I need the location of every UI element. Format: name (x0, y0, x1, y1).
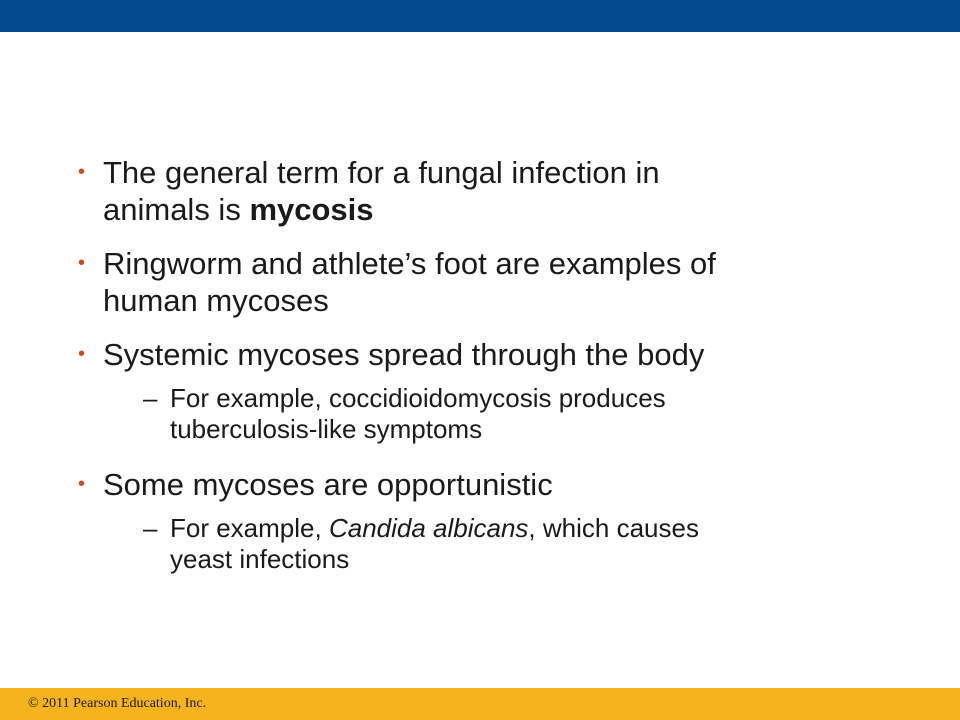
sub-bullet-item-3 (143, 383, 870, 445)
sub-bullet-text: , which causes (528, 513, 699, 543)
bullet-item-1 (78, 154, 883, 228)
sub-bullet-item-4 (143, 513, 870, 575)
sub-bullet-text-line: yeast infections (170, 544, 350, 574)
bullet-text: animals is (103, 192, 250, 227)
bullet-marker: • (78, 343, 86, 365)
bullet-item-4 (78, 466, 883, 503)
bullet-text-line (103, 191, 883, 228)
bold-term: mycosis (249, 192, 374, 227)
bullet-item-2 (78, 245, 883, 319)
copyright-notice: © 2011 Pearson Education, Inc. (28, 696, 207, 711)
bullet-marker: • (78, 252, 86, 274)
sub-bullet-text: For example, (170, 513, 329, 543)
sub-bullet-text-line (170, 513, 870, 544)
bullet-text-line: The general term for a fungal infection in (103, 155, 660, 190)
bullet-text-line: Ringworm and athlete’s foot are examples of (103, 246, 716, 281)
bullet-text-line: Systemic mycoses spread through the body (103, 337, 705, 372)
sub-bullet-text-line: tuberculosis-like symptoms (170, 414, 483, 444)
bullet-marker: • (78, 161, 86, 183)
sub-bullet-marker: – (143, 383, 158, 413)
bullet-marker: • (78, 473, 86, 495)
bullet-item-3 (78, 336, 883, 373)
bullet-text-line: human mycoses (103, 283, 329, 318)
sub-bullet-marker: – (143, 513, 158, 543)
footer-bar (0, 688, 960, 720)
species-name: Candida albicans (328, 513, 529, 543)
bullet-text-line: Some mycoses are opportunistic (103, 467, 553, 502)
sub-bullet-text-line: For example, coccidioidomycosis produces (170, 383, 666, 413)
